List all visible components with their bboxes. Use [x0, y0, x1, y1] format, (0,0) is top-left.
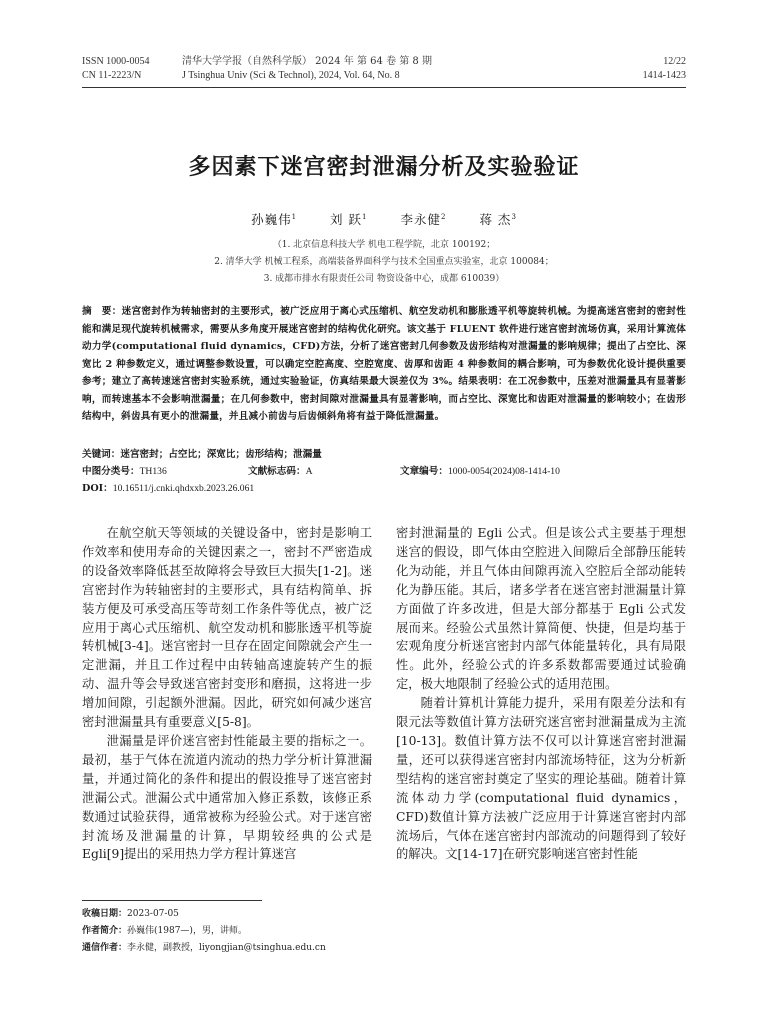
- header-rule: [82, 87, 686, 88]
- doi-value[interactable]: 10.16511/j.cnki.qhdxxb.2023.26.061: [112, 483, 255, 494]
- keywords-label: 关键词：: [82, 449, 121, 460]
- paragraph: 在航空航天等领域的关键设备中，密封是影响工作效率和使用寿命的关键因素之一，密封不严密造成的设备效率降低甚至故障将会导致巨大损失[1-2]。迷宫密封作为转轴密封的主要形式，具有结构简单、拆装方便及可承受高压等苛刻工作条件等优点，被广泛应用于离心式压缩机、航空发动机和膨胀透平机等旋转机械[3-4]。迷宫密封一旦存在固定间隙就会产生一定泄漏，并且工作过程中由转轴高速旋转产生的振动、温升等会导致迷宫密封变形和磨损，这将进一步增加间隙，引起额外泄漏。因此，研究如何减少迷宫密封泄漏量具有重要意义[5-8]。: [82, 526, 372, 730]
- document-code: 文献标志码：A: [248, 466, 313, 477]
- journal-name-cn: 清华大学学报（自然科学版） 2024 年 第 64 卷 第 8 期: [182, 56, 432, 67]
- keywords: [82, 447, 686, 463]
- body-column-left: [82, 524, 372, 864]
- author-1: 孙巍伟$^1$: [251, 212, 298, 227]
- journal-name-en: J Tsinghua Univ (Sci & Technol), 2024, Vol. 64, No. 8: [182, 70, 400, 81]
- footnote-author-bio: 作者简介：孙巍伟(1987—)，男，讲师。: [82, 926, 247, 936]
- journal-block: [182, 55, 432, 83]
- footnote-rule: [82, 900, 262, 901]
- author-4: 蒋 杰$^3$: [479, 212, 517, 227]
- author-2: 刘 跃$^1$: [330, 212, 368, 227]
- footnote-corresponding: 通信作者：李永健，副教授，liyongjian@tsinghua.edu.cn: [82, 943, 326, 953]
- paragraph: 随着计算机计算能力提升，采用有限差分法和有限元法等数值计算方法研究迷宫密封泄漏量成为主流[10-13]。数值计算方法不仅可以计算迷宫密封泄漏量，还可以获得迷宫密封内部流场特征，这为分析新型结构的迷宫密封奠定了坚实的理论基础。随着计算流体动力学(computational fluid dynamics，CFD)数值计算方法被广泛应用于计算迷宫密封内部流场后，气体在迷宫密封内部流动的问题得到了较好的解决。文[14-17]在研究影响迷宫密封性能: [396, 696, 686, 862]
- page-info: [643, 55, 686, 83]
- abstract: [82, 303, 686, 426]
- footnote-received: 收稿日期：2023-07-05: [82, 909, 179, 919]
- doi-line: [82, 481, 686, 497]
- affiliation-1: （1. 北京信息科技大学 机电工程学院，北京 100192；: [272, 240, 496, 250]
- affiliation-3: 3. 成都市排水有限责任公司 物资设备中心，成都 610039）: [263, 274, 505, 284]
- clc-number: 中图分类号：TH136: [82, 466, 167, 477]
- paragraph: 泄漏量是评价迷宫密封性能最主要的指标之一。最初，基于气体在流道内流动的热力学分析计算泄漏量，并通过简化的条件和提出的假设推导了迷宫密封泄漏公式。泄漏公式中通常加入修正系数，该修正系数通过试验获得，通常被称为经验公式。对于迷宫密封流场及泄漏量的计算，早期较经典的公式是 Egli[9]提出的采用热力学方程计算迷宫: [82, 733, 372, 862]
- paper-title: 多因素下迷宫密封泄漏分析及实验验证: [188, 154, 580, 180]
- cn-number: CN 11-2223/N: [82, 70, 142, 81]
- abstract-label: 摘 要：: [82, 306, 122, 317]
- author-list: [0, 210, 768, 228]
- abstract-text: 迷宫密封作为转轴密封的主要形式，被广泛应用于离心式压缩机、航空发动机和膨胀透平机等旋转机械。为提高迷宫密封的密封性能和满足现代旋转机械需求，需要从多角度开展迷宫密封的结构优化研究。该文基于 FLUENT 软件进行迷宫密封流场仿真，采用计算流体动力学(computational fluid dynamics，CFD)方法，分析了迷宫密封几何参数及齿形结构对泄漏量的影响规律；提出了占空比、深宽比 2 种参数定义，通过调整参数设置，可以确定空腔高度、空腔宽度、齿厚和齿距 4 种参数间的耦合影响，可为参数优化设计提供重要参考；建立了高转速迷宫密封实验系统，通过实验验证，仿真结果最大误差仅为 3%。结果表明：在工况参数中，压差对泄漏量具有显著影响，而转速基本不会影响泄漏量；在几何参数中，密封间隙对泄漏量具有显著影响，而占空比、深宽比和齿距对泄漏量的影响较小；在齿形结构中，斜齿具有更小的泄漏量，并且减小前齿与后齿倾斜角将有益于降低泄漏量。: [82, 306, 686, 422]
- doi-label: DOI：: [82, 483, 113, 494]
- issn: ISSN 1000-0054: [82, 56, 150, 67]
- keywords-text: 迷宫密封；占空比；深宽比；齿形结构；泄漏量: [120, 449, 322, 460]
- page-range: 1414-1423: [642, 70, 686, 81]
- issn-block: [82, 55, 150, 83]
- page-ratio: 12/22: [663, 56, 686, 67]
- body-column-right: [396, 524, 686, 864]
- paragraph: 密封泄漏量的 Egli 公式。但是该公式主要基于理想迷宫的假设，即气体由空腔进入间隙后全部静压能转化为动能，并且气体由间隙再流入空腔后全部动能转化为静压能。其后，诸多学者在迷宫密封泄漏量计算方面做了许多改进，但是大部分都基于 Egli 公式发展而来。经验公式虽然计算简便、快捷，但是均基于宏观角度分析迷宫密封内部气体能量转化，具有局限性。此外，经验公式的许多系数都需要通过试验确定，极大地限制了经验公式的适用范围。: [396, 526, 686, 692]
- article-number: 文章编号：1000-0054(2024)08-1414-10: [400, 466, 560, 477]
- author-3: 李永健$^2$: [400, 212, 447, 227]
- affiliation-2: 2. 清华大学 机械工程系，高端装备界面科学与技术全国重点实验室，北京 100084；: [214, 257, 554, 267]
